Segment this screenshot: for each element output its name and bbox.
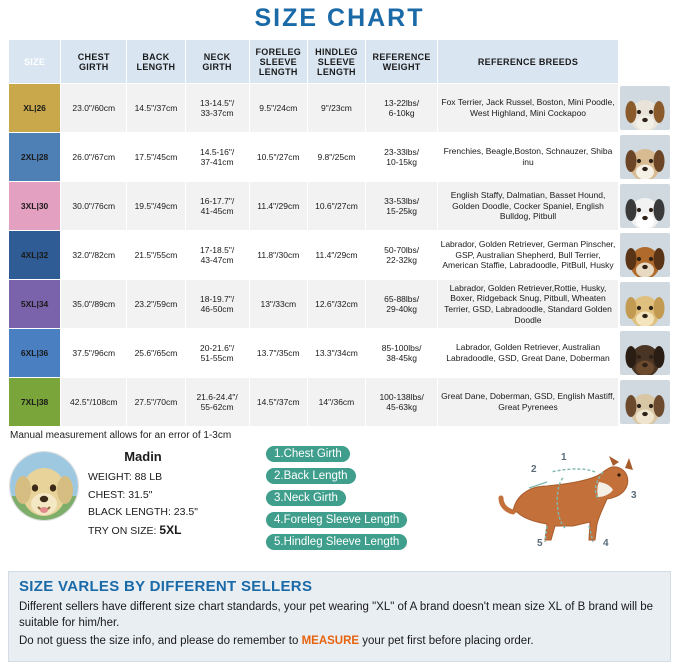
cell-chest-girth: 42.5"/108cm (61, 378, 127, 427)
header-breed-photo (618, 40, 670, 84)
legend-item-4: 4.Foreleg Sleeve Length (266, 512, 407, 528)
breed-photo-icon (620, 331, 670, 375)
cell-reference-weight: 23-33lbs/ 10-15kg (366, 133, 438, 182)
diagram-number-3: 3 (631, 490, 637, 501)
size-table-container (0, 39, 679, 427)
table-row (9, 378, 671, 427)
avatar (10, 452, 78, 520)
measurement-legend (266, 444, 442, 554)
try-on-value: 5XL (159, 523, 182, 538)
cell-breed-photo (618, 182, 670, 231)
size-varies-banner (8, 571, 671, 662)
cell-foreleg-sleeve-length: 11.8"/30cm (249, 231, 307, 280)
cell-neck-girth: 20-21.6"/ 51-55cm (185, 329, 249, 378)
cell-chest-girth: 26.0"/67cm (61, 133, 127, 182)
cell-hindleg-sleeve-length: 11.4"/29cm (307, 231, 365, 280)
breed-photo-icon (620, 86, 670, 130)
header-size: SIZE (9, 40, 61, 84)
cell-hindleg-sleeve-length: 14"/36cm (307, 378, 365, 427)
cell-size: 7XL|38 (9, 378, 61, 427)
cell-size: XL|26 (9, 84, 61, 133)
cell-foreleg-sleeve-length: 11.4"/29cm (249, 182, 307, 231)
header-chest-girth: CHEST GIRTH (61, 40, 127, 84)
cell-back-length: 21.5"/55cm (127, 231, 185, 280)
cell-hindleg-sleeve-length: 9"/23cm (307, 84, 365, 133)
cell-chest-girth: 30.0"/76cm (61, 182, 127, 231)
pet-try-on-size (88, 521, 198, 541)
cell-foreleg-sleeve-length: 10.5"/27cm (249, 133, 307, 182)
cell-breed-photo (618, 378, 670, 427)
cell-back-length: 27.5"/70cm (127, 378, 185, 427)
cell-foreleg-sleeve-length: 9.5"/24cm (249, 84, 307, 133)
cell-size: 3XL|30 (9, 182, 61, 231)
cell-back-length: 14.5"/37cm (127, 84, 185, 133)
banner-line-1: Different sellers have different size chart standards, your pet wearing "XL" of A brand doesn't mean size XL of B brand will be suitable for him/her. (19, 601, 654, 629)
breed-photo-icon (620, 233, 670, 277)
header-reference-breeds: REFERENCE BREEDS (438, 40, 619, 84)
measure-highlight: MEASURE (301, 635, 360, 648)
cell-neck-girth: 17-18.5"/ 43-47cm (185, 231, 249, 280)
breed-photo-icon (620, 184, 670, 228)
diagram-number-2: 2 (531, 464, 537, 475)
cell-size: 6XL|36 (9, 329, 61, 378)
breed-photo-icon (620, 135, 670, 179)
cell-reference-breeds: Labrador, Golden Retriever, German Pinscher, GSP, Australian Shepherd, Bull Terrier, American Staffie, Labradoodle, PitBull, Husky (438, 231, 619, 280)
table-row (9, 133, 671, 182)
cell-reference-weight: 85-100lbs/ 38-45kg (366, 329, 438, 378)
cell-reference-breeds: Fox Terrier, Jack Russel, Boston, Mini Poodle, West Highland, Mini Cockapoo (438, 84, 619, 133)
size-chart-body (9, 84, 671, 427)
cell-chest-girth: 35.0"/89cm (61, 280, 127, 329)
header-neck-girth: NECK GIRTH (185, 40, 249, 84)
table-row (9, 329, 671, 378)
cell-neck-girth: 14.5-16"/ 37-41cm (185, 133, 249, 182)
manual-measurement-note: Manual measurement allows for an error of 1-3cm (10, 430, 232, 441)
middle-section (0, 442, 679, 560)
legend-item-1: 1.Chest Girth (266, 446, 350, 462)
cell-neck-girth: 21.6-24.4"/ 55-62cm (185, 378, 249, 427)
pet-black-length: BLACK LENGTH: 23.5" (88, 506, 198, 519)
cell-breed-photo (618, 133, 670, 182)
cell-reference-weight: 50-70lbs/ 22-32kg (366, 231, 438, 280)
cell-reference-weight: 13-22lbs/ 6-10kg (366, 84, 438, 133)
cell-back-length: 25.6"/65cm (127, 329, 185, 378)
cell-neck-girth: 16-17.7"/ 41-45cm (185, 182, 249, 231)
table-row (9, 231, 671, 280)
diagram-number-1: 1 (561, 452, 567, 463)
banner-line-2 (19, 634, 660, 650)
cell-neck-girth: 18-19.7"/ 46-50cm (185, 280, 249, 329)
table-row (9, 84, 671, 133)
cell-reference-breeds: Frenchies, Beagle,Boston, Schnauzer, Shiba inu (438, 133, 619, 182)
breed-photo-icon (620, 380, 670, 424)
cell-hindleg-sleeve-length: 12.6"/32cm (307, 280, 365, 329)
pet-details (88, 446, 198, 541)
cell-reference-breeds: English Staffy, Dalmatian, Basset Hound, Golden Doodle, Cocker Spaniel, English Bulldog, Pitbull (438, 182, 619, 231)
cell-chest-girth: 32.0"/82cm (61, 231, 127, 280)
cell-hindleg-sleeve-length: 10.6"/27cm (307, 182, 365, 231)
cell-breed-photo (618, 329, 670, 378)
cell-back-length: 17.5"/45cm (127, 133, 185, 182)
cell-reference-breeds: Great Dane, Doberman, GSD, English Mastiff, Great Pyrenees (438, 378, 619, 427)
header-hindleg-sleeve-length: HINDLEG SLEEVE LENGTH (307, 40, 365, 84)
cell-neck-girth: 13-14.5"/ 33-37cm (185, 84, 249, 133)
cell-breed-photo (618, 84, 670, 133)
header-foreleg-sleeve-length: FORELEG SLEEVE LENGTH (249, 40, 307, 84)
legend-item-3: 3.Neck Girth (266, 490, 346, 506)
cell-foreleg-sleeve-length: 13"/33cm (249, 280, 307, 329)
cell-reference-breeds: Labrador, Golden Retriever, Australian Labradoodle, GSD, Great Dane, Doberman (438, 329, 619, 378)
cell-back-length: 23.2"/59cm (127, 280, 185, 329)
dog-measurement-diagram (443, 442, 669, 560)
legend-item-5: 5.Hindleg Sleeve Length (266, 534, 407, 550)
table-header-row (9, 40, 671, 84)
header-back-length: BACK LENGTH (127, 40, 185, 84)
pet-name: Madin (124, 449, 162, 464)
size-chart-table (8, 39, 671, 427)
cell-size: 2XL|28 (9, 133, 61, 182)
pet-chest: CHEST: 31.5" (88, 488, 153, 501)
table-row (9, 182, 671, 231)
try-on-label: TRY ON SIZE: (88, 525, 157, 538)
legend-item-2: 2.Back Length (266, 468, 356, 484)
banner-line-2-pre: Do not guess the size info, and please do remember to (19, 635, 302, 648)
cell-foreleg-sleeve-length: 14.5"/37cm (249, 378, 307, 427)
breed-photo-icon (620, 282, 670, 326)
diagram-number-5: 5 (537, 538, 543, 549)
pet-profile (10, 446, 260, 541)
diagram-number-4: 4 (603, 538, 609, 549)
cell-back-length: 19.5"/49cm (127, 182, 185, 231)
header-reference-weight: REFERENCE WEIGHT (366, 40, 438, 84)
cell-chest-girth: 37.5"/96cm (61, 329, 127, 378)
pet-weight: WEIGHT: 88 LB (88, 471, 163, 484)
cell-chest-girth: 23.0"/60cm (61, 84, 127, 133)
cell-breed-photo (618, 231, 670, 280)
banner-line-2-post: your pet first before placing order. (359, 635, 534, 648)
cell-reference-breeds: Labrador, Golden Retriever,Rottie, Husky, Boxer, Ridgeback Snug, Pitbull, Wheaten Terrier, GSD, Labradoodle, Standard Golden Doodle (438, 280, 619, 329)
cell-reference-weight: 65-88lbs/ 29-40kg (366, 280, 438, 329)
cell-size: 4XL|32 (9, 231, 61, 280)
cell-hindleg-sleeve-length: 13.3"/34cm (307, 329, 365, 378)
banner-heading: SIZE VARLES BY DIFFERENT SELLERS (19, 578, 313, 596)
cell-reference-weight: 100-138lbs/ 45-63kg (366, 378, 438, 427)
table-row (9, 280, 671, 329)
cell-breed-photo (618, 280, 670, 329)
cell-size: 5XL|34 (9, 280, 61, 329)
cell-reference-weight: 33-53lbs/ 15-25kg (366, 182, 438, 231)
cell-hindleg-sleeve-length: 9.8"/25cm (307, 133, 365, 182)
cell-foreleg-sleeve-length: 13.7"/35cm (249, 329, 307, 378)
page-title: SIZE CHART (254, 4, 425, 32)
